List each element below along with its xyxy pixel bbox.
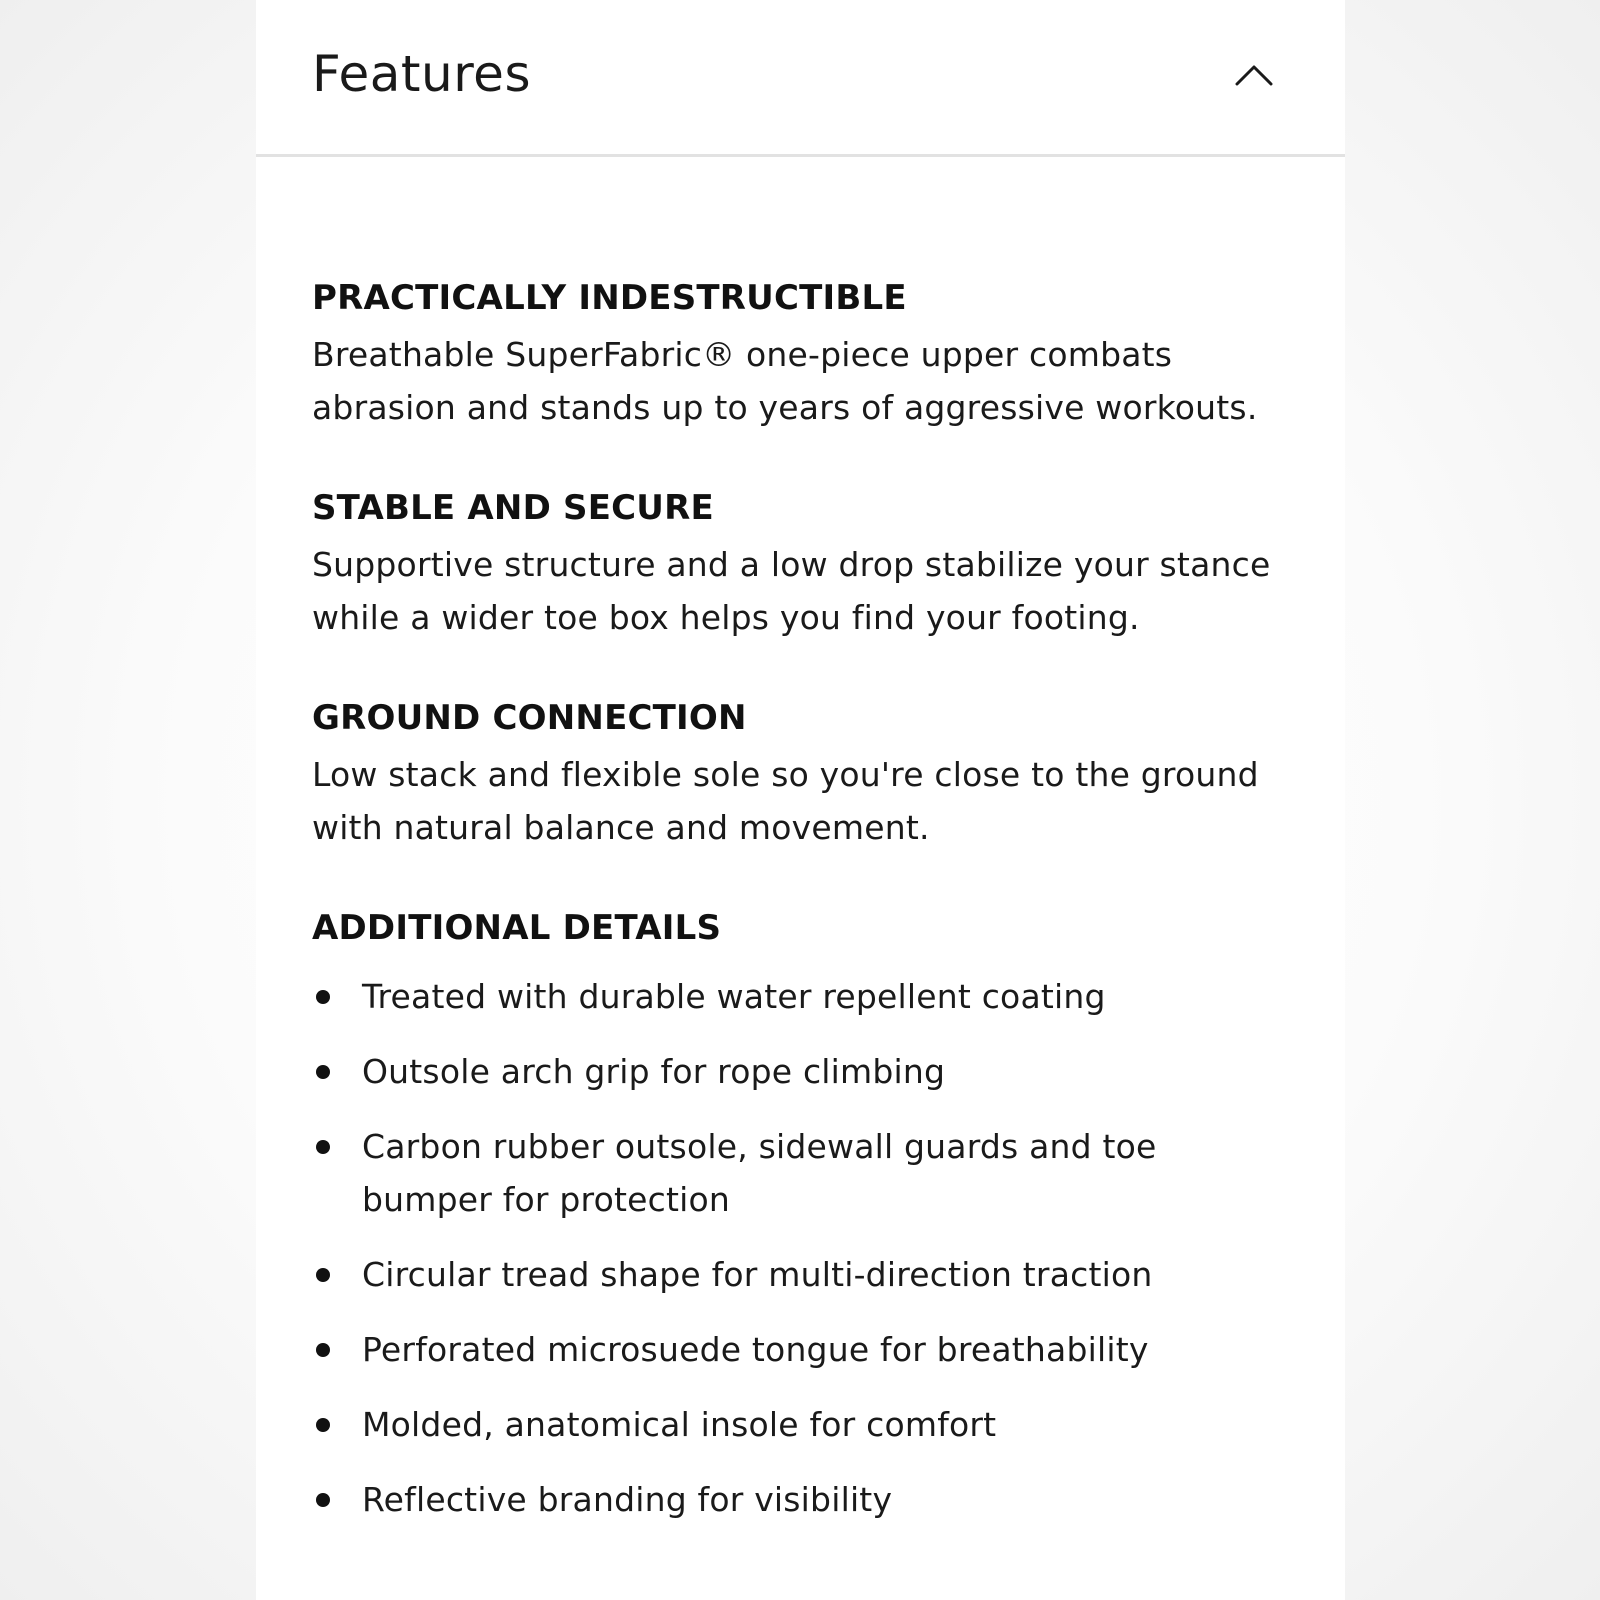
- features-panel: [256, 0, 1345, 1600]
- details-list: [312, 970, 1292, 1526]
- feature-section: [312, 268, 1292, 434]
- list-item-text: Treated with durable water repellent coating: [362, 977, 1106, 1016]
- feature-heading: STABLE AND SECURE: [312, 488, 714, 528]
- bullet-icon: [316, 1268, 330, 1282]
- list-item-text: Reflective branding for visibility: [362, 1480, 893, 1519]
- bullet-icon: [316, 1493, 330, 1507]
- list-item: [312, 970, 1292, 1023]
- list-item-text: Outsole arch grip for rope climbing: [362, 1052, 946, 1091]
- feature-section: [312, 688, 1292, 854]
- chevron-up-icon[interactable]: [1234, 58, 1274, 88]
- features-content: [312, 268, 1292, 1548]
- feature-section: [312, 478, 1292, 644]
- feature-heading: PRACTICALLY INDESTRUCTIBLE: [312, 278, 907, 318]
- bullet-icon: [316, 1343, 330, 1357]
- list-item: [312, 1045, 1292, 1098]
- feature-description: Low stack and flexible sole so you're close to the ground with natural balance and movement.: [312, 755, 1259, 847]
- list-item: [312, 1473, 1292, 1526]
- bullet-icon: [316, 1065, 330, 1079]
- list-item: [312, 1323, 1292, 1376]
- bullet-icon: [316, 1140, 330, 1154]
- list-item: [312, 1398, 1292, 1451]
- feature-description: Breathable SuperFabric® one-piece upper combats abrasion and stands up to years of aggressive workouts.: [312, 335, 1258, 427]
- list-item-text: Molded, anatomical insole for comfort: [362, 1405, 997, 1444]
- list-item-text: Circular tread shape for multi-direction traction: [362, 1255, 1153, 1294]
- list-item: [312, 1120, 1292, 1226]
- additional-details: [312, 898, 1292, 1526]
- features-accordion-header[interactable]: [256, 0, 1345, 157]
- list-item: [312, 1248, 1292, 1301]
- bullet-icon: [316, 1418, 330, 1432]
- bullet-icon: [316, 990, 330, 1004]
- accordion-title: Features: [312, 45, 531, 103]
- feature-heading: GROUND CONNECTION: [312, 698, 747, 738]
- list-item-text: Carbon rubber outsole, sidewall guards and toe bumper for protection: [362, 1127, 1157, 1219]
- feature-description: Supportive structure and a low drop stabilize your stance while a wider toe box helps you find your footing.: [312, 545, 1271, 637]
- details-heading: ADDITIONAL DETAILS: [312, 908, 722, 948]
- list-item-text: Perforated microsuede tongue for breathability: [362, 1330, 1149, 1369]
